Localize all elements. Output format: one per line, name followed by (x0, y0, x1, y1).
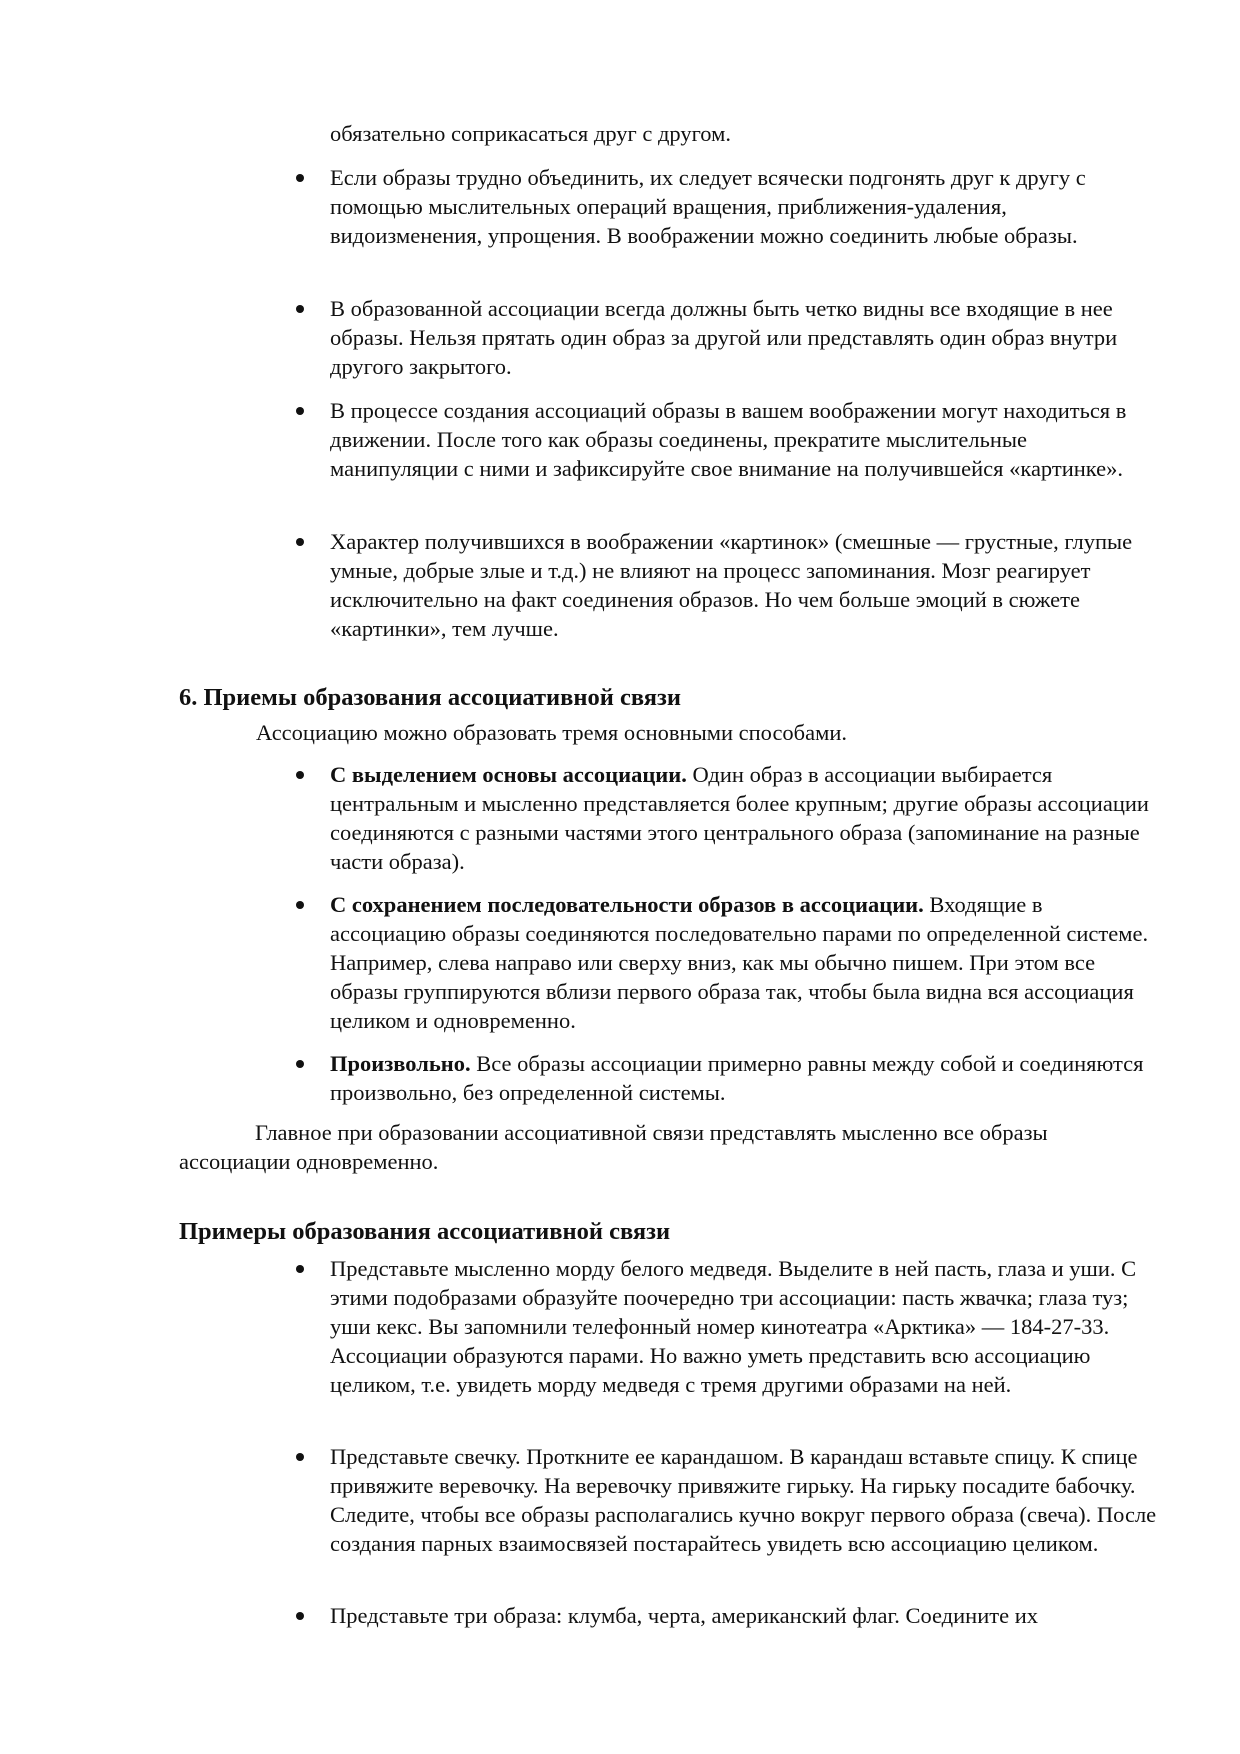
bullet-icon (296, 1612, 304, 1620)
bullet-icon (296, 174, 304, 182)
bullet-icon (296, 1453, 304, 1461)
bullet-icon (296, 901, 304, 909)
example-text: Представьте три образа: клумба, черта, американский флаг. Соедините их (330, 1603, 1038, 1628)
summary-paragraph (179, 1118, 1159, 1176)
bullet-icon (296, 407, 304, 415)
method-text: Входящие в ассоциацию образы соединяются последовательно парами по определенной системе. Например, слева направо или сверху вниз, как мы обычно пишем. При этом все образы группируются вблизи первого образа так, чтобы была видна вся ассоциация целиком и одновременно. (330, 892, 1149, 1033)
list-item (330, 294, 1160, 381)
method-text: Все образы ассоциации примерно равны между собой и соединяются произвольно, без определенной системы. (330, 1051, 1144, 1105)
bullet-icon (296, 1265, 304, 1273)
example-item (330, 1601, 1160, 1630)
method-text: Один образ в ассоциации выбирается центральным и мысленно представляется более крупным; другие образы ассоциации соединяются с разными частями этого центрального образа (запоминание на разные части образа). (330, 762, 1149, 874)
examples-heading: Примеры образования ассоциативной связи (179, 1218, 671, 1245)
method-item (330, 890, 1160, 1035)
method-title: Произвольно. (330, 1051, 471, 1076)
bullet-icon (296, 538, 304, 546)
method-title: С выделением основы ассоциации. (330, 762, 687, 787)
bullet-icon (296, 771, 304, 779)
list-item-text: Характер получившихся в воображении «картинок» (смешные — грустные, глупые умные, добрые злые и т.д.) не влияют на процесс запоминания. Мозг реагирует исключительно на факт соединения образов. Но чем больше эмоций в сюжете «картинки», тем лучше. (330, 529, 1133, 641)
method-title: С сохранением последовательности образов в ассоциации. (330, 892, 924, 917)
method-item (330, 1049, 1160, 1107)
list-item-text: В процессе создания ассоциаций образы в вашем воображении могут находиться в движении. После того как образы соединены, прекратите мыслительные манипуляции с ними и зафиксируйте свое внимание на получившейся «картинке». (330, 398, 1127, 481)
list-item (330, 527, 1160, 643)
bullet-icon (296, 305, 304, 313)
list-item-text: В образованной ассоциации всегда должны быть четко видны все входящие в нее образы. Нельзя прятать один образ за другой или представлять один образ внутри другого закрытого. (330, 296, 1118, 379)
method-item (330, 760, 1160, 876)
section-heading: 6. Приемы образования ассоциативной связи (179, 684, 682, 711)
example-text: Представьте свечку. Проткните ее карандашом. В карандаш вставьте спицу. К спице привяжите веревочку. На веревочку привяжите гирьку. На гирьку посадите бабочку. Следите, чтобы все образы располагались кучно вокруг первого образа (свеча). После создания парных взаимосвязей постарайтесь увидеть всю ассоциацию целиком. (330, 1444, 1157, 1556)
example-item (330, 1442, 1160, 1558)
bullet-icon (296, 1060, 304, 1068)
continuation-text: обязательно соприкасаться друг с другом. (330, 121, 731, 146)
list-item (330, 163, 1160, 250)
section-intro: Ассоциацию можно образовать тремя основными способами. (256, 720, 848, 745)
summary-text: Главное при образовании ассоциативной связи представлять мысленно все образы ассоциации одновременно. (179, 1120, 1048, 1174)
example-item (330, 1254, 1160, 1399)
example-text: Представьте мысленно морду белого медведя. Выделите в ней пасть, глаза и уши. С этими подобразами образуйте поочередно три ассоциации: пасть жвачка; глаза туз; уши кекс. Вы запомнили телефонный номер кинотеатра «Арктика» — 184-27-33. Ассоциации образуются парами. Но важно уметь представить всю ассоциацию целиком, т.е. увидеть морду медведя с тремя другими образами на ней. (330, 1256, 1137, 1397)
list-item-text: Если образы трудно объединить, их следует всячески подгонять друг к другу с помощью мыслительных операций вращения, приближения-удаления, видоизменения, упрощения. В воображении можно соединить любые образы. (330, 165, 1086, 248)
list-item (330, 396, 1160, 483)
